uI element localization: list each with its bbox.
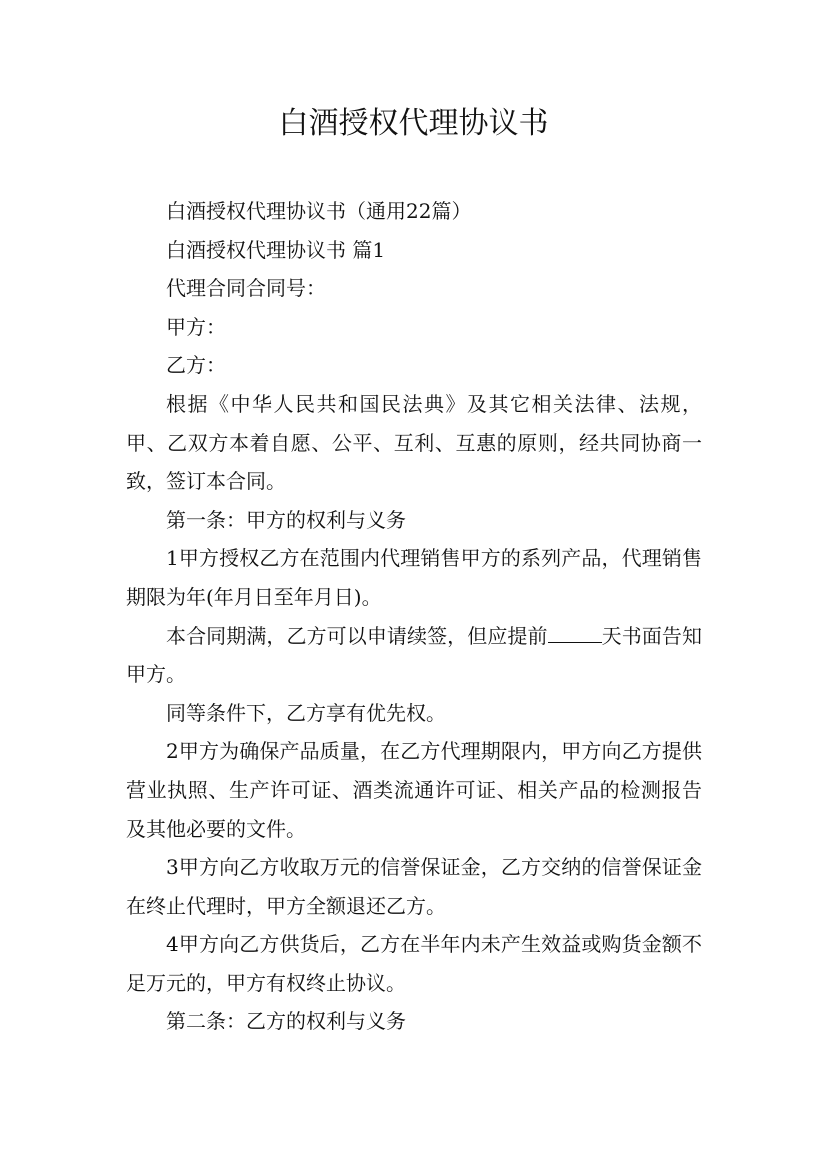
paragraph-legal-basis: 根据《中华人民共和国民法典》及其它相关法律、法规，甲、乙双方本着自愿、公平、互利、互惠的原则，经共同协商一致，签订本合同。 [126,391,702,494]
paragraph-clause-4: 4甲方向乙方供货后，乙方在半年内未产生效益或购货金额不足万元的，甲方有权终止协议。 [126,932,702,995]
paragraph-collection-title: 白酒授权代理协议书（通用22篇） [166,199,472,223]
paragraph-article-heading: 白酒授权代理协议书 篇1 [166,237,386,262]
section-heading-article-1: 第一条：甲方的权利与义务 [166,507,406,532]
paragraph-contract-number: 代理合同合同号： [166,276,326,301]
document-body [126,192,702,1041]
paragraph-renewal [126,617,702,694]
paragraph-party-b: 乙方： [166,353,226,378]
paragraph-clause-3: 3甲方向乙方收取万元的信誉保证金，乙方交纳的信誉保证金在终止代理时，甲方全额退还乙方。 [126,855,702,918]
paragraph-clause-1: 1甲方授权乙方在范围内代理销售甲方的系列产品，代理销售期限为年(年月日至年月日)。 [126,546,702,609]
paragraph-priority-right: 同等条件下，乙方享有优先权。 [166,700,446,725]
paragraph-clause-2: 2甲方为确保产品质量，在乙方代理期限内，甲方向乙方提供营业执照、生产许可证、酒类流通许可证、相关产品的检测报告及其他必要的文件。 [126,739,702,841]
renewal-text-after: 天书面告知甲方。 [126,623,703,687]
section-heading-article-2: 第二条：乙方的权利与义务 [166,1009,406,1034]
fill-in-blank-line [548,624,602,643]
document-title: 白酒授权代理协议书 [278,106,549,141]
paragraph-party-a: 甲方： [166,314,226,339]
renewal-text-before: 本合同期满，乙方可以申请续签，但应提前 [166,623,548,648]
